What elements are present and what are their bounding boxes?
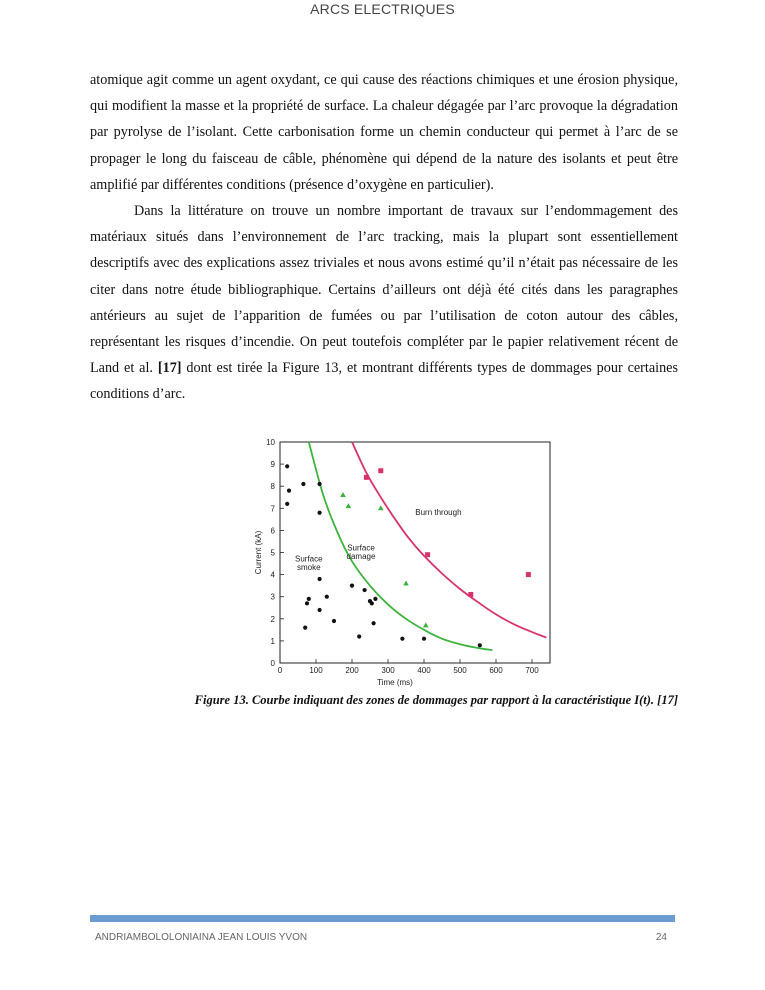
data-point-burn xyxy=(468,592,473,597)
y-tick-label: 6 xyxy=(270,526,275,536)
x-tick-label: 400 xyxy=(417,666,431,675)
data-point-smoke xyxy=(350,584,354,588)
y-tick-label: 0 xyxy=(270,659,275,668)
damage-zone-chart xyxy=(248,435,558,690)
x-tick-label: 300 xyxy=(381,666,395,675)
paragraph-2-text: Dans la littérature on trouve un nombre important de travaux sur l’endommagement des matériaux situés dans l’environnement de l’arc tracking, mais la plupart sont essentiellement descriptifs avec des explications assez triviales et nous avons estimé qu’il n’était pas nécessaire de les citer dans notre étude bibliographique. Certains d’ailleurs ont déjà été cités dans les paragraphes antérieurs au sujet de l’apparition de fumées ou par l’utilisation de coton autour des câbles, représentant les risques d’incendie. On peut toutefois compléter par le papier relativement récent de Land et al. xyxy=(90,203,678,377)
y-axis-label: Current (kA) xyxy=(254,530,263,575)
y-tick-label: 8 xyxy=(270,482,275,492)
x-axis-label: Time (ms) xyxy=(377,678,413,687)
data-point-damage xyxy=(340,492,346,497)
data-point-smoke xyxy=(303,626,307,630)
paragraph-2-text-end: dont est tirée la Figure 13, et montrant différents types de dommages pour certaines conditions d’arc. xyxy=(90,360,678,403)
paragraph-1: atomique agit comme un agent oxydant, ce qui cause des réactions chimiques et une érosion physique, qui modifient la masse et la propriété de surface. La chaleur dégagée par l’arc provoque la dégradation par pyrolyse de l’isolant. Cette carbonisation forme un chemin conducteur qui permet à l’arc de se propager le long du faisceau de câble, phénomène qui dépend de la nature des isolants et peut être amplifié par différentes conditions (présence d’oxygène en particulier). xyxy=(90,72,678,193)
data-point-smoke xyxy=(372,621,376,625)
data-point-smoke xyxy=(301,482,305,486)
body-text xyxy=(90,67,678,408)
data-point-burn xyxy=(364,475,369,480)
boundary-curve xyxy=(309,442,493,650)
data-point-smoke xyxy=(363,588,367,592)
data-point-burn xyxy=(378,468,383,473)
data-point-smoke xyxy=(318,608,322,612)
reference-citation: [17] xyxy=(157,360,182,377)
figure-13 xyxy=(248,435,558,690)
y-tick-label: 9 xyxy=(270,460,275,470)
data-point-damage xyxy=(378,505,384,510)
zone-label: Burn through xyxy=(415,507,462,517)
x-tick-label: 100 xyxy=(309,666,323,675)
x-tick-label: 600 xyxy=(489,666,503,675)
data-point-damage xyxy=(403,580,409,585)
y-tick-label: 2 xyxy=(270,614,275,624)
data-point-smoke xyxy=(307,597,311,601)
footer-rule xyxy=(90,915,675,922)
x-tick-label: 200 xyxy=(345,666,359,675)
data-point-smoke xyxy=(318,511,322,515)
y-tick-label: 4 xyxy=(270,570,275,580)
data-point-smoke xyxy=(357,634,361,638)
data-point-smoke xyxy=(305,601,309,605)
zone-label: Surface xyxy=(347,543,375,553)
figure-caption: Figure 13. Courbe indiquant des zones de dommages par rapport à la caractéristique I(t). [17] xyxy=(194,693,678,707)
data-point-smoke xyxy=(285,502,289,506)
y-tick-label: 10 xyxy=(266,438,275,447)
x-tick-label: 0 xyxy=(277,666,283,675)
data-point-smoke xyxy=(400,637,404,641)
data-point-damage xyxy=(346,503,352,508)
page-number: 24 xyxy=(655,932,667,943)
x-tick-label: 700 xyxy=(525,666,539,675)
footer-author: ANDRIAMBOLOLONIAINA JEAN LOUIS YVON xyxy=(95,932,308,943)
data-point-smoke xyxy=(318,577,322,581)
zone-label: damage xyxy=(346,552,376,562)
data-point-smoke xyxy=(285,464,289,468)
zone-label: smoke xyxy=(297,563,321,573)
data-point-smoke xyxy=(287,489,291,493)
data-point-smoke xyxy=(325,595,329,599)
y-tick-label: 7 xyxy=(270,504,275,514)
data-point-smoke xyxy=(373,597,377,601)
paragraph-2 xyxy=(90,198,678,408)
y-tick-label: 3 xyxy=(270,592,275,602)
data-point-smoke xyxy=(318,482,322,486)
data-point-damage xyxy=(423,622,429,627)
data-point-burn xyxy=(526,572,531,577)
plot-frame xyxy=(280,442,550,663)
zone-label: Surface xyxy=(295,554,323,564)
data-point-smoke xyxy=(370,601,374,605)
running-header: ARCS ELECTRIQUES xyxy=(310,1,455,17)
data-point-smoke xyxy=(422,637,426,641)
x-tick-label: 500 xyxy=(453,666,467,675)
data-point-burn xyxy=(425,552,430,557)
data-point-smoke xyxy=(332,619,336,623)
data-point-smoke xyxy=(478,643,482,647)
y-tick-label: 1 xyxy=(270,636,275,646)
y-tick-label: 5 xyxy=(270,548,275,558)
